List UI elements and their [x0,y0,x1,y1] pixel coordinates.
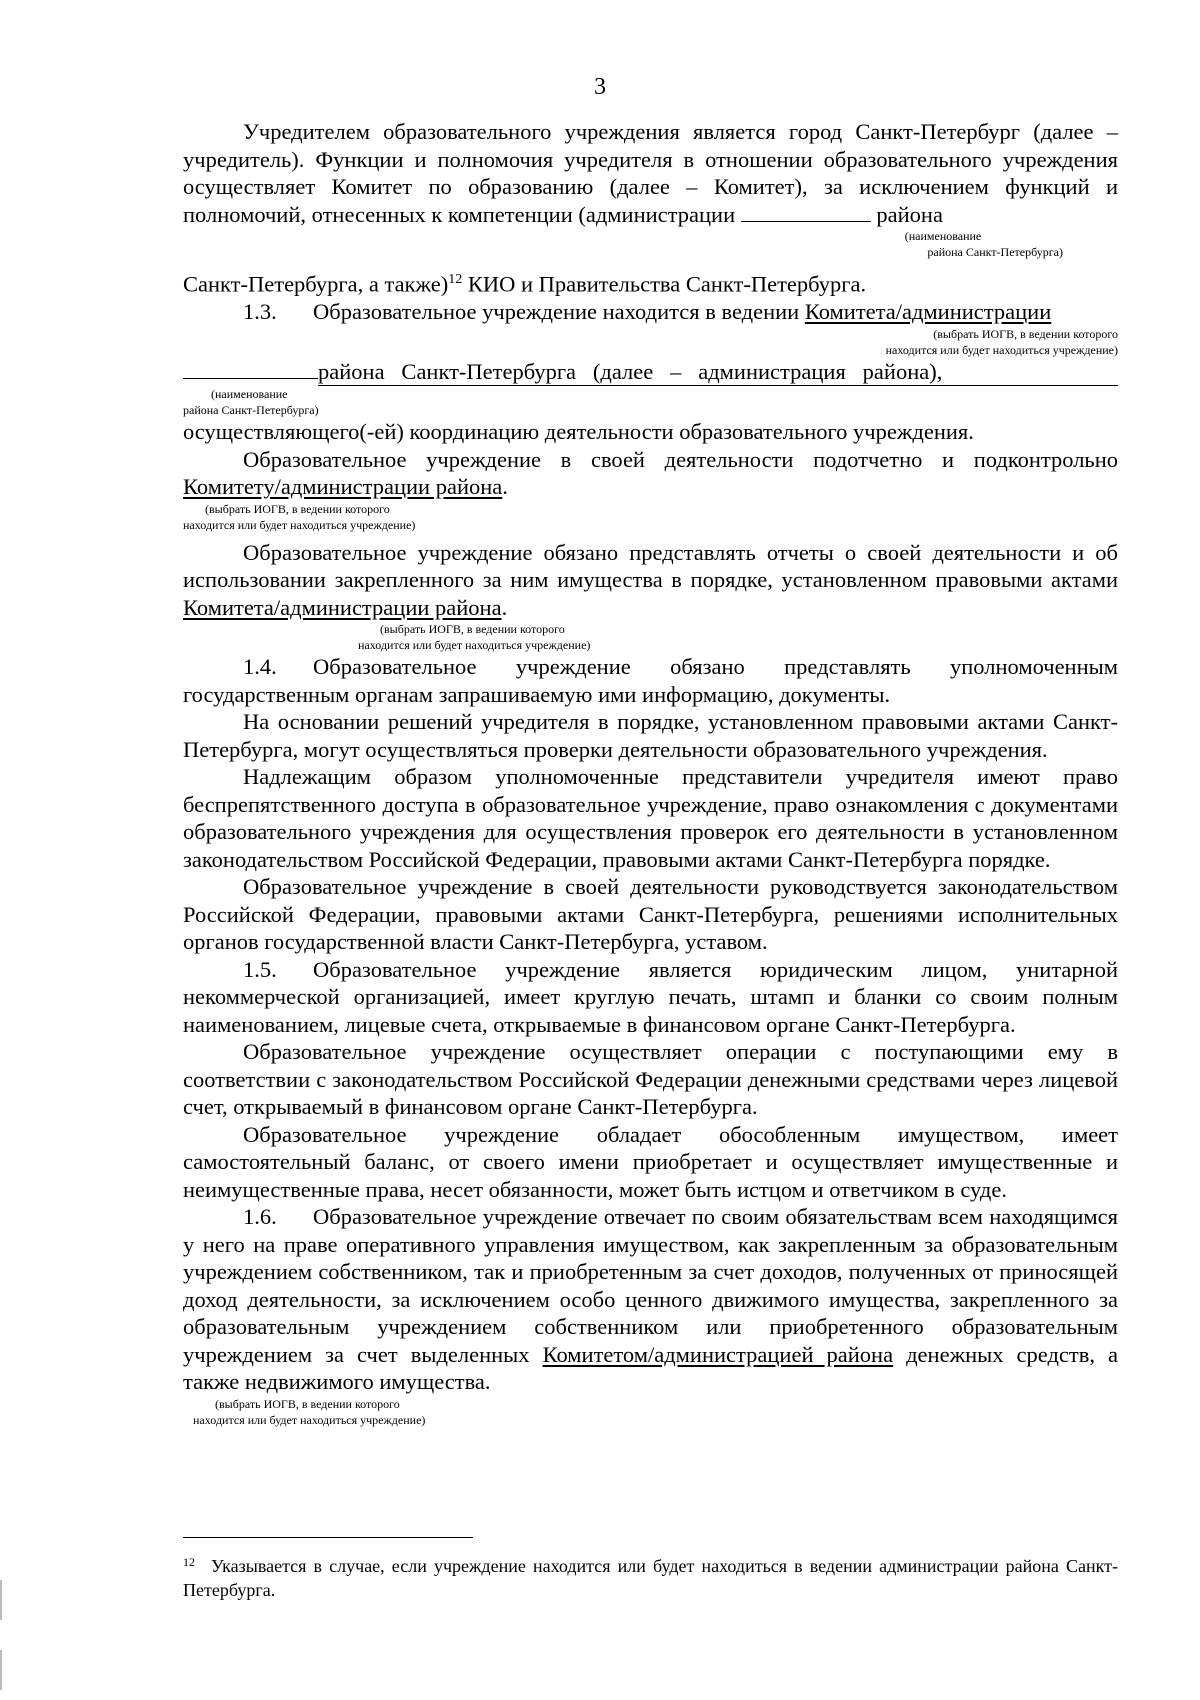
section-1-6: 1.6. Образовательное учреждение отвечает по своим обязательствам всем находящимся у него на праве оперативного управления имуществом, как закрепленным за образовательным учреждением собственником, так и приобретенным за счет доходов, полученных от приносящей доход деятельности, за исключением особо ценного движимого имущества, закрепленного за образовательным учреждением собственником или приобретенного образовательным учреждением за счет выделенных Комитетом/администрацией района денежных средств, а также недвижимого имущества. [183,1204,1118,1394]
iogv-choice: Комитета/администрации [804,299,1052,324]
document-body [183,118,1118,1428]
section-number: 1.6. [243,1204,277,1229]
blank-district-name [741,221,871,222]
paragraph-inspections: На основании решений учредителя в порядке, установленном правовыми актами Санкт-Петербурга, могут осуществляться проверки деятельности образовательного учреждения. [183,709,1118,762]
paragraph-founder: Учредителем образовательного учреждения является город Санкт-Петербург (далее – учредитель). Функции и полномочия учредителя в отношении образовательного учреждения осуществляет Комитет по образованию (далее – Комитет), за исключением функций и полномочий, отнесенных к компетенции (администрации района [183,119,1118,227]
note-iogv: (выбрать ИОГВ, в ведении которого находится или будет находиться учреждение) [885,326,1118,357]
scan-margin-mark [0,1650,2,1690]
footnote-separator [183,1537,473,1538]
paragraph-representatives: Надлежащим образом уполномоченные представители учредителя имеют право беспрепятственного доступа в образовательное учреждение, право ознакомления с документами образовательного учреждения для осуществления проверок его деятельности в установленном законодательством Российской Федерации, правовыми актами Санкт-Петербурга порядке. [183,764,1118,872]
paragraph-founder-text: Учредителем образовательного учреждения является город Санкт-Петербург (далее – учредитель). Функции и полномочия учредителя в отношении образовательного учреждения осуществляет Комитет по образованию (далее – Комитет), за исключением функций и полномочий, отнесенных к компетенции (администрации [183,119,1118,227]
section-number: 1.4. [243,654,277,679]
footnote-text: Указывается в случае, если учреждение находится или будет находиться в ведении администрации района Санкт-Петербурга. [183,1556,1118,1600]
paragraph-property: Образовательное учреждение обладает обособленным имуществом, имеет самостоятельный баланс, от своего имени приобретает и осуществляет имущественные и неимущественные права, несет обязанности, может быть истцом и ответчиком в суде. [183,1121,1118,1202]
paragraph-reports: Образовательное учреждение обязано представлять отчеты о своей деятельности и об использовании закрепленного за ним имущества в порядке, установленном правовыми актами Комитета/администрации района. [183,539,1118,620]
scan-margin-mark [0,1580,2,1620]
section-1-5: 1.5. Образовательное учреждение является юридическим лицом, унитарной некоммерческой организацией, имеет круглую печать, штамп и бланки со своим полным наименованием, лицевые счета, открываемые в финансовом органе Санкт-Петербурга. [183,956,1118,1037]
section-1-3-line2: района Санкт-Петербурга (далее – администрация района), [183,358,1118,387]
page-number: 3 [594,74,606,100]
footnote-mark: 12 [183,1555,195,1569]
section-1-3: 1.3. Образовательное учреждение находится в ведении Комитета/администрации [243,299,1052,324]
paragraph-founder-cont: Санкт-Петербурга, а также)$^{12}$ КИО и Правительства Санкт-Петербурга. [183,271,867,297]
note-district-name: (наименование [904,229,982,243]
note-district-name-3: (наименование района Санкт-Петербурга) [183,387,319,417]
section-1-4: 1.4. Образовательное учреждение обязано представлять уполномоченным государственным органам запрашиваемую ими информацию, документы. [183,654,1118,707]
iogv-choice: Комитета/администрации района [183,594,502,620]
footnote-ref[interactable]: 12 [448,272,463,287]
note-district-name-2: района Санкт-Петербурга) [927,245,1063,259]
paragraph-operations: Образовательное учреждение осуществляет операции с поступающими ему в соответствии с законодательством Российской Федерации денежными средствами через лицевой счет, открываемый в финансовом органе Санкт-Петербурга. [183,1039,1118,1119]
blank-district-name-2 [183,378,318,379]
section-number: 1.3. [243,299,277,324]
note-iogv-4: (выбрать ИОГВ, в ведении которого находится или будет находиться учреждение) [193,1396,426,1427]
paragraph-accountability: Образовательное учреждение в своей деятельности подотчетно и подконтрольно [243,446,1118,472]
paragraph-guidance: Образовательное учреждение в своей деятельности руководствуется законодательством Российской Федерации, правовыми актами Санкт-Петербурга, решениями исполнительных органов государственной власти Санкт-Петербурга, уставом. [183,874,1118,954]
footnote [183,1554,1118,1602]
paragraph-accountability-end: Комитету/администрации района. [183,474,508,499]
iogv-choice: Комитетом/администрацией района [542,1341,894,1367]
section-number: 1.5. [243,956,277,982]
section-1-3-end: осуществляющего(-ей) координацию деятельности образовательного учреждения. [183,419,974,444]
note-iogv-3: (выбрать ИОГВ, в ведении которого находится или будет находиться учреждение) [358,622,591,652]
note-iogv-2: (выбрать ИОГВ, в ведении которого находится или будет находиться учреждение) [183,501,416,532]
iogv-choice: Комитету/администрации района [183,474,503,499]
